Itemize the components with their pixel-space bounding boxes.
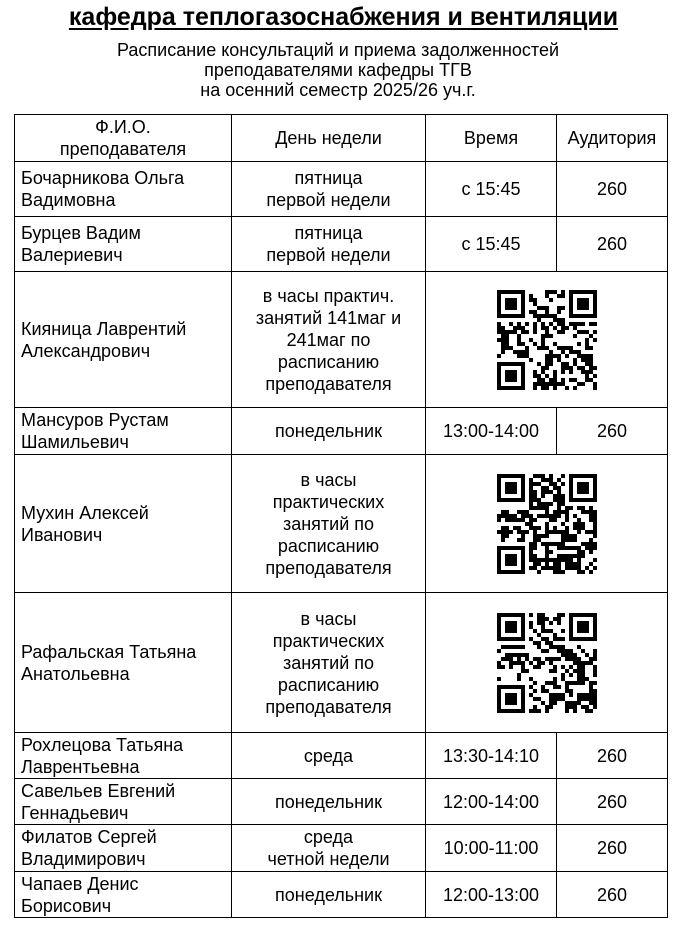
qr-code-icon <box>497 613 597 713</box>
day-line: понедельник <box>275 884 382 905</box>
room-cell: 260 <box>557 408 668 455</box>
teacher-name-line: Филатов Сергей <box>21 827 157 847</box>
table-row <box>15 872 668 918</box>
teacher-name-line: Кияница Лаврентий <box>21 318 187 339</box>
teacher-name-cell <box>15 825 232 872</box>
teacher-name-cell <box>15 593 232 733</box>
day-line: расписанию <box>277 535 380 556</box>
day-line: 241маг по <box>286 329 371 350</box>
teacher-name-line: Владимирович <box>21 849 146 869</box>
day-line: практических <box>272 491 385 512</box>
teacher-name-cell <box>15 733 232 779</box>
room-cell: 260 <box>557 872 668 918</box>
teacher-name-line: Александрович <box>21 340 151 361</box>
schedule-subtitle <box>0 40 676 100</box>
table-row <box>15 825 668 872</box>
day-line: в часы практич. <box>262 285 395 306</box>
teacher-name-line: Бурцев Вадим <box>21 223 141 243</box>
teacher-name-cell <box>15 217 232 272</box>
teacher-name-line: Рафальская Татьяна <box>21 641 197 662</box>
teacher-name-cell <box>15 779 232 825</box>
time-cell: с 15:45 <box>426 162 557 217</box>
table-row <box>15 593 668 733</box>
day-cell <box>232 455 426 593</box>
day-line: пятница <box>294 168 363 188</box>
subtitle-line: на осенний семестр 2025/26 уч.г. <box>200 80 476 100</box>
qr-code-cell <box>426 272 668 408</box>
time-cell: 12:00-14:00 <box>426 779 557 825</box>
teacher-name-line: Мансуров Рустам <box>21 410 169 430</box>
teacher-name-line: Анатольевна <box>21 663 130 684</box>
day-line: первой недели <box>266 245 391 265</box>
page-title: кафедра теплогазоснабжения и вентиляции <box>68 3 619 31</box>
day-line: расписанию <box>277 674 380 695</box>
teacher-name-cell <box>15 408 232 455</box>
day-line: среда <box>303 745 354 766</box>
room-cell: 260 <box>557 779 668 825</box>
time-cell: с 15:45 <box>426 217 557 272</box>
table-row <box>15 162 668 217</box>
teacher-name-cell <box>15 455 232 593</box>
day-line: практических <box>272 630 385 651</box>
teacher-name-line: Иванович <box>21 524 103 545</box>
day-line: занятий по <box>282 652 375 673</box>
day-cell <box>232 872 426 918</box>
day-line: преподавателя <box>265 373 392 394</box>
teacher-name-line: Мухин Алексей <box>21 502 149 523</box>
day-line: пятница <box>294 223 363 243</box>
qr-code-cell <box>426 455 668 593</box>
teacher-name-line: Шамильевич <box>21 432 129 452</box>
day-line: понедельник <box>275 791 382 812</box>
teacher-name-line: Геннадьевич <box>21 802 129 823</box>
room-cell: 260 <box>557 217 668 272</box>
teacher-name-cell <box>15 162 232 217</box>
room-cell: 260 <box>557 825 668 872</box>
header-day: День недели <box>232 115 426 162</box>
day-line: в часы <box>300 608 357 629</box>
day-line: занятий 141маг и <box>255 307 402 328</box>
day-line: расписанию <box>277 351 380 372</box>
teacher-name-line: Вадимовна <box>21 190 116 210</box>
table-row <box>15 455 668 593</box>
table-header-row <box>15 115 668 162</box>
day-line: в часы <box>300 469 357 490</box>
day-line: преподавателя <box>265 696 392 717</box>
teacher-name-line: Чапаев Денис <box>21 873 139 894</box>
schedule-table <box>14 114 668 918</box>
teacher-name-cell <box>15 272 232 408</box>
day-cell <box>232 217 426 272</box>
teacher-name-line: Савельев Евгений <box>21 780 176 801</box>
time-cell: 13:30-14:10 <box>426 733 557 779</box>
table-row <box>15 217 668 272</box>
teacher-name-cell <box>15 872 232 918</box>
day-cell <box>232 162 426 217</box>
day-cell <box>232 272 426 408</box>
room-cell: 260 <box>557 162 668 217</box>
qr-code-cell <box>426 593 668 733</box>
teacher-name-line: Бочарникова Ольга <box>21 168 185 188</box>
teacher-name-line: Борисович <box>21 895 112 916</box>
teacher-name-line: Лаврентьевна <box>21 756 140 777</box>
subtitle-line: преподавателями кафедры ТГВ <box>204 60 472 80</box>
day-line: четной недели <box>267 849 390 869</box>
day-line: понедельник <box>275 421 382 441</box>
day-line: первой недели <box>266 190 391 210</box>
header-room: Аудитория <box>557 115 668 162</box>
day-cell <box>232 825 426 872</box>
qr-code-icon <box>497 290 597 390</box>
time-cell: 13:00-14:00 <box>426 408 557 455</box>
table-row <box>15 733 668 779</box>
day-line: среда <box>303 827 354 847</box>
time-cell: 12:00-13:00 <box>426 872 557 918</box>
table-row <box>15 408 668 455</box>
day-line: занятий по <box>282 513 375 534</box>
table-row <box>15 779 668 825</box>
day-cell <box>232 733 426 779</box>
day-cell <box>232 593 426 733</box>
header-time: Время <box>426 115 557 162</box>
header-name: Ф.И.О. преподавателя <box>15 115 232 162</box>
subtitle-line: Расписание консультаций и приема задолженностей <box>116 40 560 60</box>
teacher-name-line: Валериевич <box>21 245 123 265</box>
qr-code-icon <box>497 474 597 574</box>
day-cell <box>232 779 426 825</box>
room-cell: 260 <box>557 733 668 779</box>
table-row <box>15 272 668 408</box>
time-cell: 10:00-11:00 <box>426 825 557 872</box>
teacher-name-line: Рохлецова Татьяна <box>21 734 184 755</box>
day-line: преподавателя <box>265 557 392 578</box>
day-cell <box>232 408 426 455</box>
